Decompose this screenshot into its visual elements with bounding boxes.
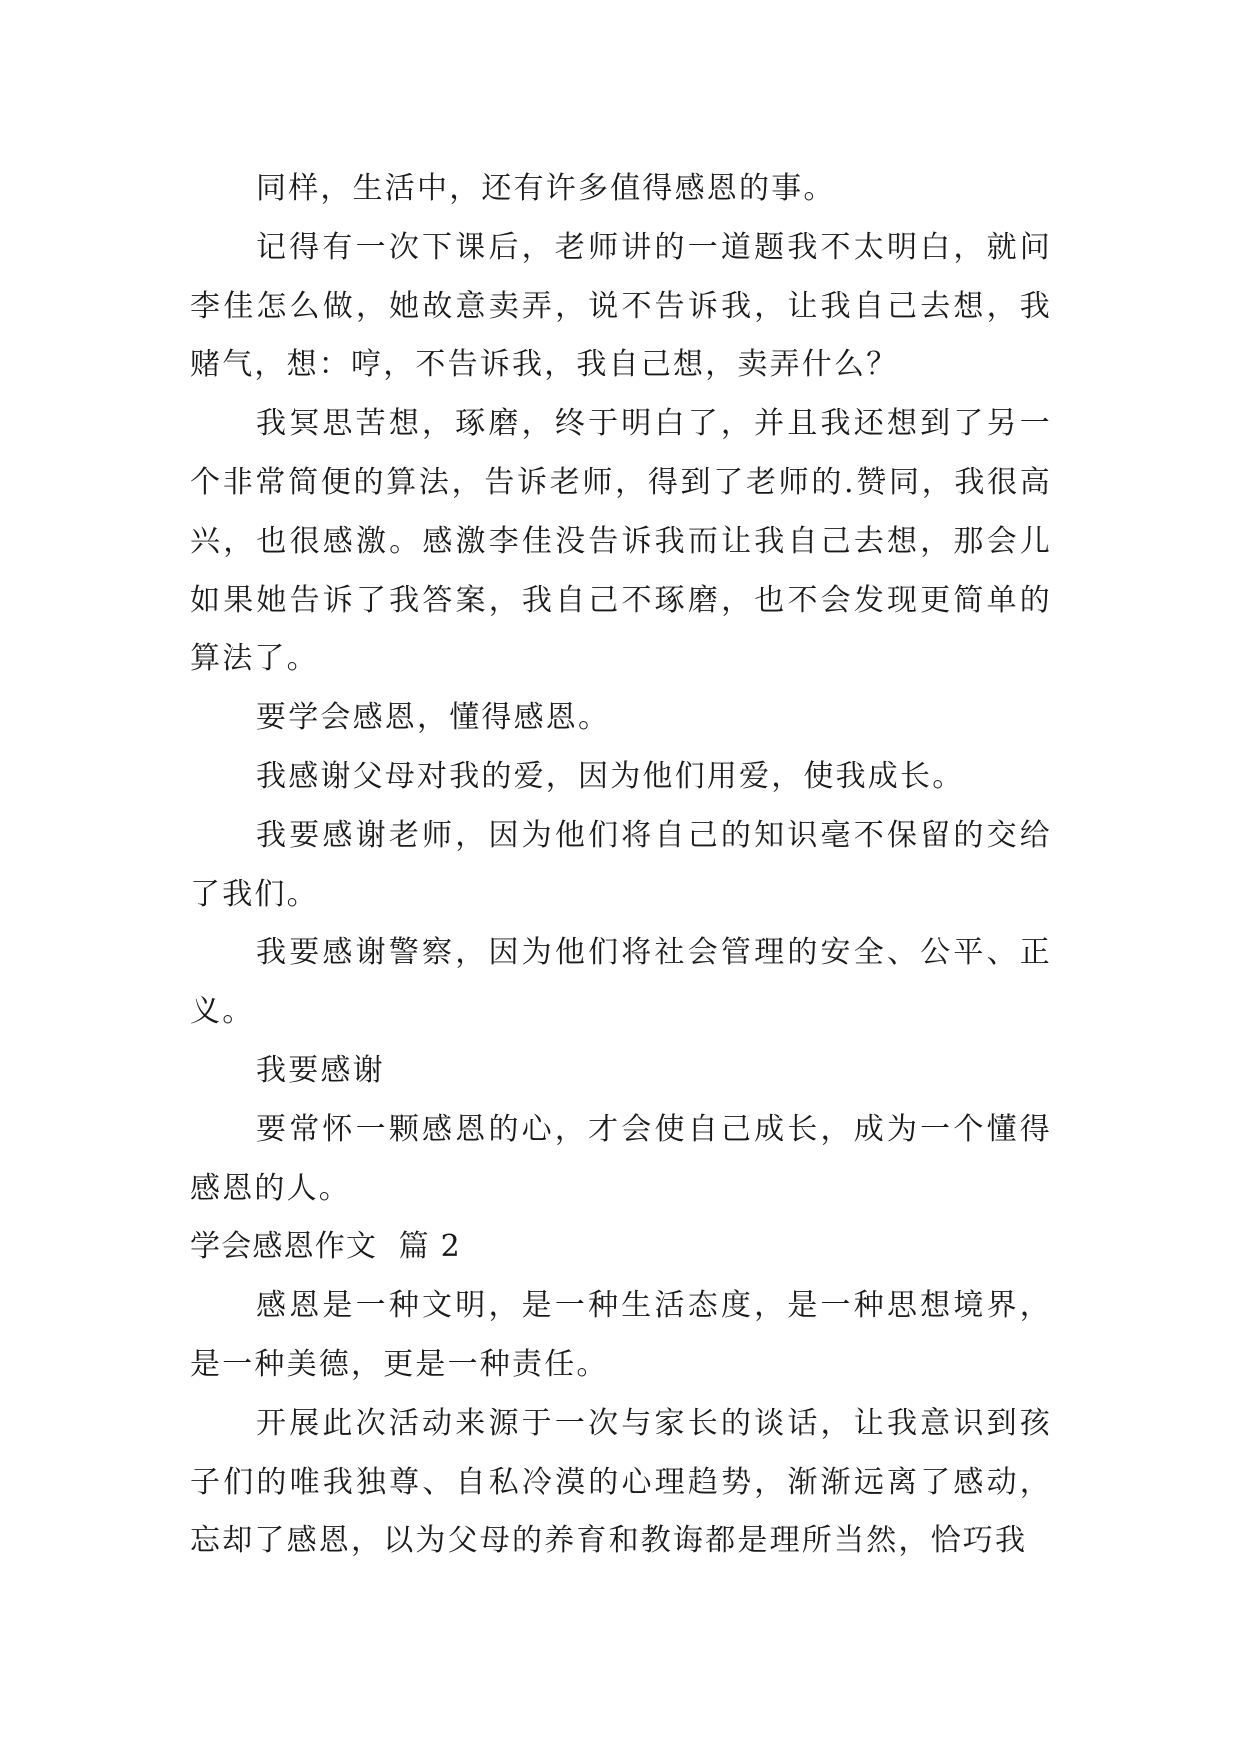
document-body	[190, 160, 1052, 1571]
paragraph: 我感谢父母对我的爱，因为他们用爱，使我成长。	[256, 758, 965, 794]
section-heading: 学会感恩作文 篇 2	[190, 1229, 461, 1265]
paragraph: 我要感谢	[256, 1052, 385, 1088]
paragraph: 要常怀一颗感恩的心，才会使自己成长，成为一个懂得感恩的人。	[190, 1111, 1052, 1206]
paragraph: 要学会感恩，懂得感恩。	[256, 700, 611, 736]
paragraph: 感恩是一种文明，是一种生活态度，是一种思想境界，是一种美德，更是一种责任。	[190, 1288, 1052, 1382]
paragraph: 记得有一次下课后，老师讲的一道题我不太明白，就问李佳怎么做，她故意卖弄，说不告诉我，让我自己去想，我赌气，想：哼，不告诉我，我自己想，卖弄什么？	[190, 229, 1052, 383]
paragraph: 我要感谢警察，因为他们将社会管理的安全、公平、正义。	[190, 935, 1052, 1030]
paragraph: 我冥思苦想，琢磨，终于明白了，并且我还想到了另一个非常简便的算法，告诉老师，得到了老师的.赞同，我很高兴，也很感激。感激李佳没告诉我而让我自己去想，那会儿如果她告诉了我答案，我自己不琢磨，也不会发现更简单的算法了。	[190, 406, 1052, 677]
paragraph: 同样，生活中，还有许多值得感恩的事。	[256, 171, 836, 206]
paragraph: 开展此次活动来源于一次与家长的谈话，让我意识到孩子们的唯我独尊、自私冷漠的心理趋势，渐渐远离了感动，忘却了感恩，以为父母的养育和教诲都是理所当然，恰巧我	[190, 1405, 1052, 1559]
paragraph: 我要感谢老师，因为他们将自己的知识毫不保留的交给了我们。	[190, 817, 1052, 912]
